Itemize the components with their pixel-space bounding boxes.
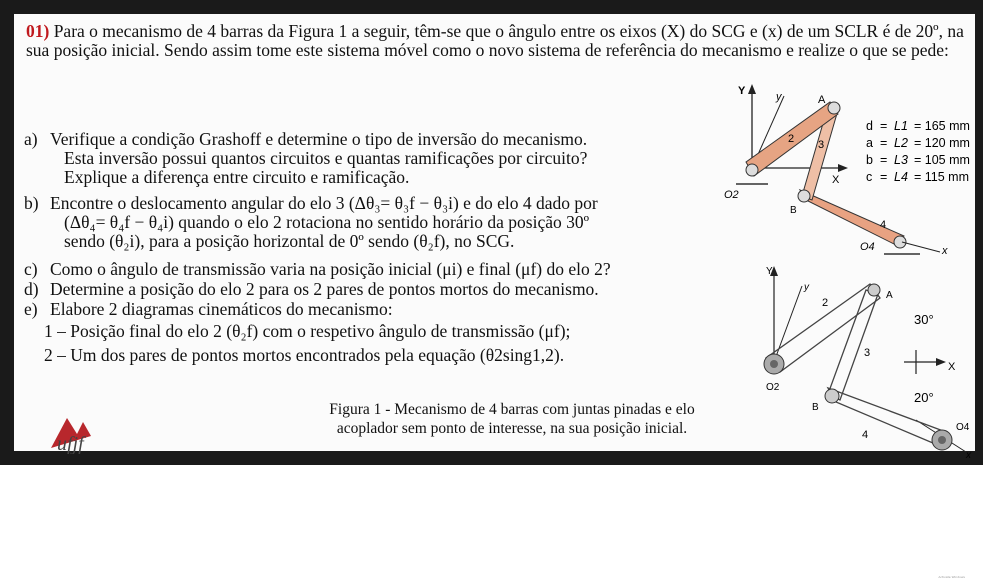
item-line: Verifique a condição Grashoff e determine o tipo de inversão do mecanismo. xyxy=(50,129,588,149)
point-label: O2 xyxy=(766,382,780,393)
angle-label: 30° xyxy=(914,312,934,327)
link-label: 2 xyxy=(822,297,829,309)
dim-L: L1 xyxy=(894,119,908,133)
point-label: A xyxy=(886,290,893,301)
dim-eq: = xyxy=(880,136,888,150)
dim-symbol: b xyxy=(866,153,873,167)
item-line: Determine a posição do elo 2 para os 2 pares de pontos mortos do mecanismo. xyxy=(50,279,599,299)
dim-eq: = xyxy=(880,119,888,133)
point-label: O2 xyxy=(724,189,739,201)
item-line: Como o ângulo de transmissão varia na posição inicial (μi) e final (μf) do elo 2? xyxy=(50,259,611,279)
svg-text:ufjf: ufjf xyxy=(57,433,84,454)
link-label: 4 xyxy=(862,429,869,441)
axis-label: Y xyxy=(738,85,746,97)
mechanism-figure-top xyxy=(714,76,983,276)
axis-label: x xyxy=(942,245,948,257)
dim-L: L4 xyxy=(894,170,908,184)
item-b xyxy=(24,194,714,251)
item-label: b) xyxy=(24,193,39,213)
dim-L: L2 xyxy=(894,136,908,150)
caption-line: Figura 1 - Mecanismo de 4 barras com juntas pinadas e elo xyxy=(329,401,695,418)
problem-number: 01) xyxy=(26,21,50,41)
subitem-2: 2 – Um dos pares de pontos mortos encontrados pela equação (θ2sing1,2). xyxy=(44,345,565,365)
dim-value: = 105 mm xyxy=(914,153,970,167)
point-label: O4 xyxy=(956,422,970,433)
axis-label: X xyxy=(948,361,956,373)
item-c xyxy=(24,260,714,279)
point-label: A xyxy=(818,94,826,106)
problem-intro xyxy=(26,22,983,60)
item-label: a) xyxy=(24,129,38,149)
ufjf-logo xyxy=(47,412,109,458)
item-label: e) xyxy=(24,299,38,319)
item-line: sendo (θ₂i), para a posição horizontal de 0º sendo (θ₂f), no SCG. xyxy=(64,231,515,251)
item-line: (Δθ₄= θ₄f − θ₄i) quando o elo 2 rotaciona no sentido horário da posição 30º xyxy=(64,212,590,232)
dim-eq: = xyxy=(880,153,888,167)
item-line: Explique a diferença entre circuito e ramificação. xyxy=(64,167,410,187)
problem-intro-text: Para o mecanismo de 4 barras da Figura 1 a seguir, têm-se que o ângulo entre os eixos (X) do SCG e (x) de um SCLR é de 20º, na sua posição inicial. Sendo assim tome este sistema móvel como o novo sistema de referência do mecanismo e realize o que se pede: xyxy=(26,21,964,60)
dim-symbol: d xyxy=(866,119,873,133)
caption-line: acoplador sem ponto de interesse, na sua posição inicial. xyxy=(336,420,688,437)
dim-eq: = xyxy=(880,170,888,184)
dim-value: = 120 mm xyxy=(914,136,970,150)
axis-label: y xyxy=(776,91,782,103)
item-line: Encontre o deslocamento angular do elo 3 (Δθ₃= θ₃f − θ₃i) e do elo 4 dado por xyxy=(50,193,598,213)
point-label: B xyxy=(812,402,819,413)
subitem-1: 1 – Posição final do elo 2 (θ₂f) com o respetivo ângulo de transmissão (μf); xyxy=(44,321,571,341)
angle-label: 20° xyxy=(914,390,934,405)
dimensions-table xyxy=(866,119,970,184)
item-label: d) xyxy=(24,279,39,299)
dim-symbol: c xyxy=(866,170,873,184)
item-e xyxy=(24,300,714,319)
axis-label: x xyxy=(966,450,971,461)
axis-label: X xyxy=(832,174,840,186)
windows-watermark: Activate Windows xyxy=(938,575,965,579)
point-label: B xyxy=(790,205,797,216)
item-d xyxy=(24,280,714,299)
link-label: 4 xyxy=(880,219,887,231)
item-line: Esta inversão possui quantos circuitos e quantas ramificações por circuito? xyxy=(64,148,588,168)
link-label: 3 xyxy=(864,347,871,359)
link-label: 2 xyxy=(788,133,795,145)
dim-L: L3 xyxy=(894,153,908,167)
axis-label: Y xyxy=(766,266,773,277)
dim-symbol: a xyxy=(866,136,873,150)
axis-label: y xyxy=(804,282,809,293)
item-label: c) xyxy=(24,259,38,279)
dim-value: = 115 mm xyxy=(914,170,969,184)
figure-caption xyxy=(292,400,732,438)
item-a xyxy=(24,130,714,187)
link-label: 3 xyxy=(818,139,825,151)
dim-value: = 165 mm xyxy=(914,119,970,133)
point-label: O4 xyxy=(860,241,875,253)
mechanism-figure-bottom xyxy=(726,262,983,462)
item-line: Elabore 2 diagramas cinemáticos do mecanismo: xyxy=(50,299,393,319)
